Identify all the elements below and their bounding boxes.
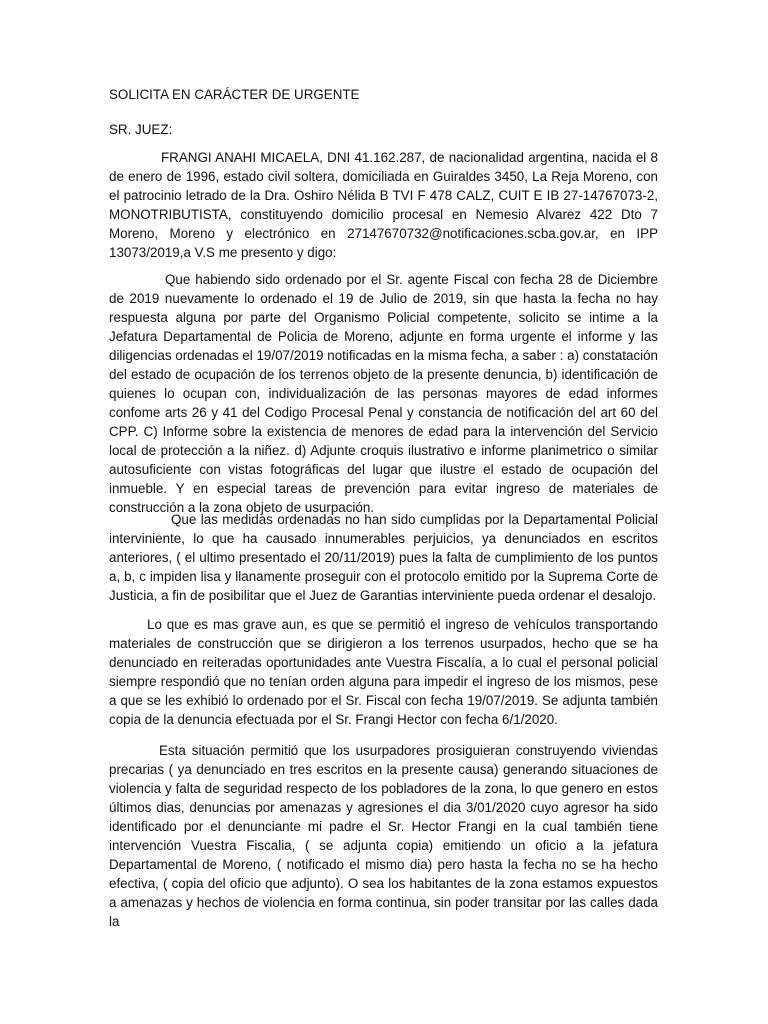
paragraph-identification: FRANGI ANAHI MICAELA, DNI 41.162.287, de nacionalidad argentina, nacida el 8 de enero de 1996, estado civil soltera, domiciliada en Guiraldes 3450, La Reja Moreno, con el patrocinio letrado de la Dra. Oshiro Nélida B TVI F 478 CALZ, CUIT E IB 27-14767073-2, MONOTRIBUTISTA, constituyendo domicilio procesal en Nemesio Alvarez 422 Dto 7 Moreno, Moreno y electrónico en 27147670732@notificaciones.scba.gov.ar, en IPP 13073/2019,a V.S me presento y digo: [109, 150, 658, 260]
paragraph-noncompliance: Que las medidas ordenadas no han sido cumplidas por la Departamental Policial interviniente, lo que ha causado innumerables perjuicios, ya denunciados en escritos anteriores, ( el ultimo presentado el 20/11/2019) pues la falta de cumplimiento de los puntos a, b, c impiden lisa y llanamente proseguir con el protocolo emitido por la Suprema Corte de Justicia, a fin de posibilitar que el Juez de Garantias interviniente pueda ordenar el desalojo. [109, 512, 658, 603]
paragraph-request: Que habiendo sido ordenado por el Sr. agente Fiscal con fecha 28 de Diciembre de 2019 nuevamente lo ordenado el 19 de Julio de 2019, sin que hasta la fecha no hay respuesta alguna por parte del Organismo Policial competente, solicito se intime a la Jefatura Departamental de Policia de Moreno, adjunte en forma urgente el informe y las diligencias ordenadas el 19/07/2019 notificadas en la misma fecha, a saber : a) constatación del estado de ocupación de los terrenos objeto de la presente denuncia, b) identificación de quienes lo ocupan con, individualización de las personas mayores de edad informes confome arts 26 y 41 del Codigo Procesal Penal y constancia de notificación del art 60 del CPP. C) Informe sobre la existencia de menores de edad para la intervención del Servicio local de protección a la niñez. d) Adjunte croquis ilustrativo e informe planimetrico o similar autosuficiente con vistas fotográficas del lugar que ilustre el estado de ocupación del inmueble. Y en especial tareas de prevención para evitar ingreso de materiales de construcción a la zona objeto de usurpación. [109, 272, 658, 515]
salutation: SR. JUEZ: [109, 122, 173, 137]
paragraph-violence: Esta situación permitió que los usurpadores prosiguieran construyendo viviendas precarias ( ya denunciado en tres escritos en la presente causa) generando situaciones de violencia y falta de seguridad respecto de los pobladores de la zona, lo que genero en estos últimos dias, denuncias por amenazas y agresiones el dia 3/01/2020 cuyo agresor ha sido identificado por el denunciante mi padre el Sr. Hector Frangi en la cual también tiene intervención Vuestra Fiscalia, ( se adjunta copia) emitiendo un oficio a la jefatura Departamental de Moreno, ( notificado el mismo dia) pero hasta la fecha no se ha hecho efectiva, ( copia del oficio que adjunto). O sea los habitantes de la zona estamos expuestos a amenazas y hechos de violencia en forma continua, sin poder transitar por las calles dada la [109, 743, 658, 929]
paragraph-vehicles: Lo que es mas grave aun, es que se permitió el ingreso de vehículos transportando materiales de construcción que se dirigieron a los terrenos usurpados, hecho que se ha denunciado en reiteradas oportunidades ante Vuestra Fiscalía, a lo cual el personal policial siempre respondió que no tenían orden alguna para impedir el ingreso de los mismos, pese a que se les exhibió lo ordenado por el Sr. Fiscal con fecha 19/07/2019. Se adjunta también copia de la denuncia efectuada por el Sr. Frangi Hector con fecha 6/1/2020. [109, 617, 658, 727]
document-title: SOLICITA EN CARÁCTER DE URGENTE [109, 87, 360, 102]
